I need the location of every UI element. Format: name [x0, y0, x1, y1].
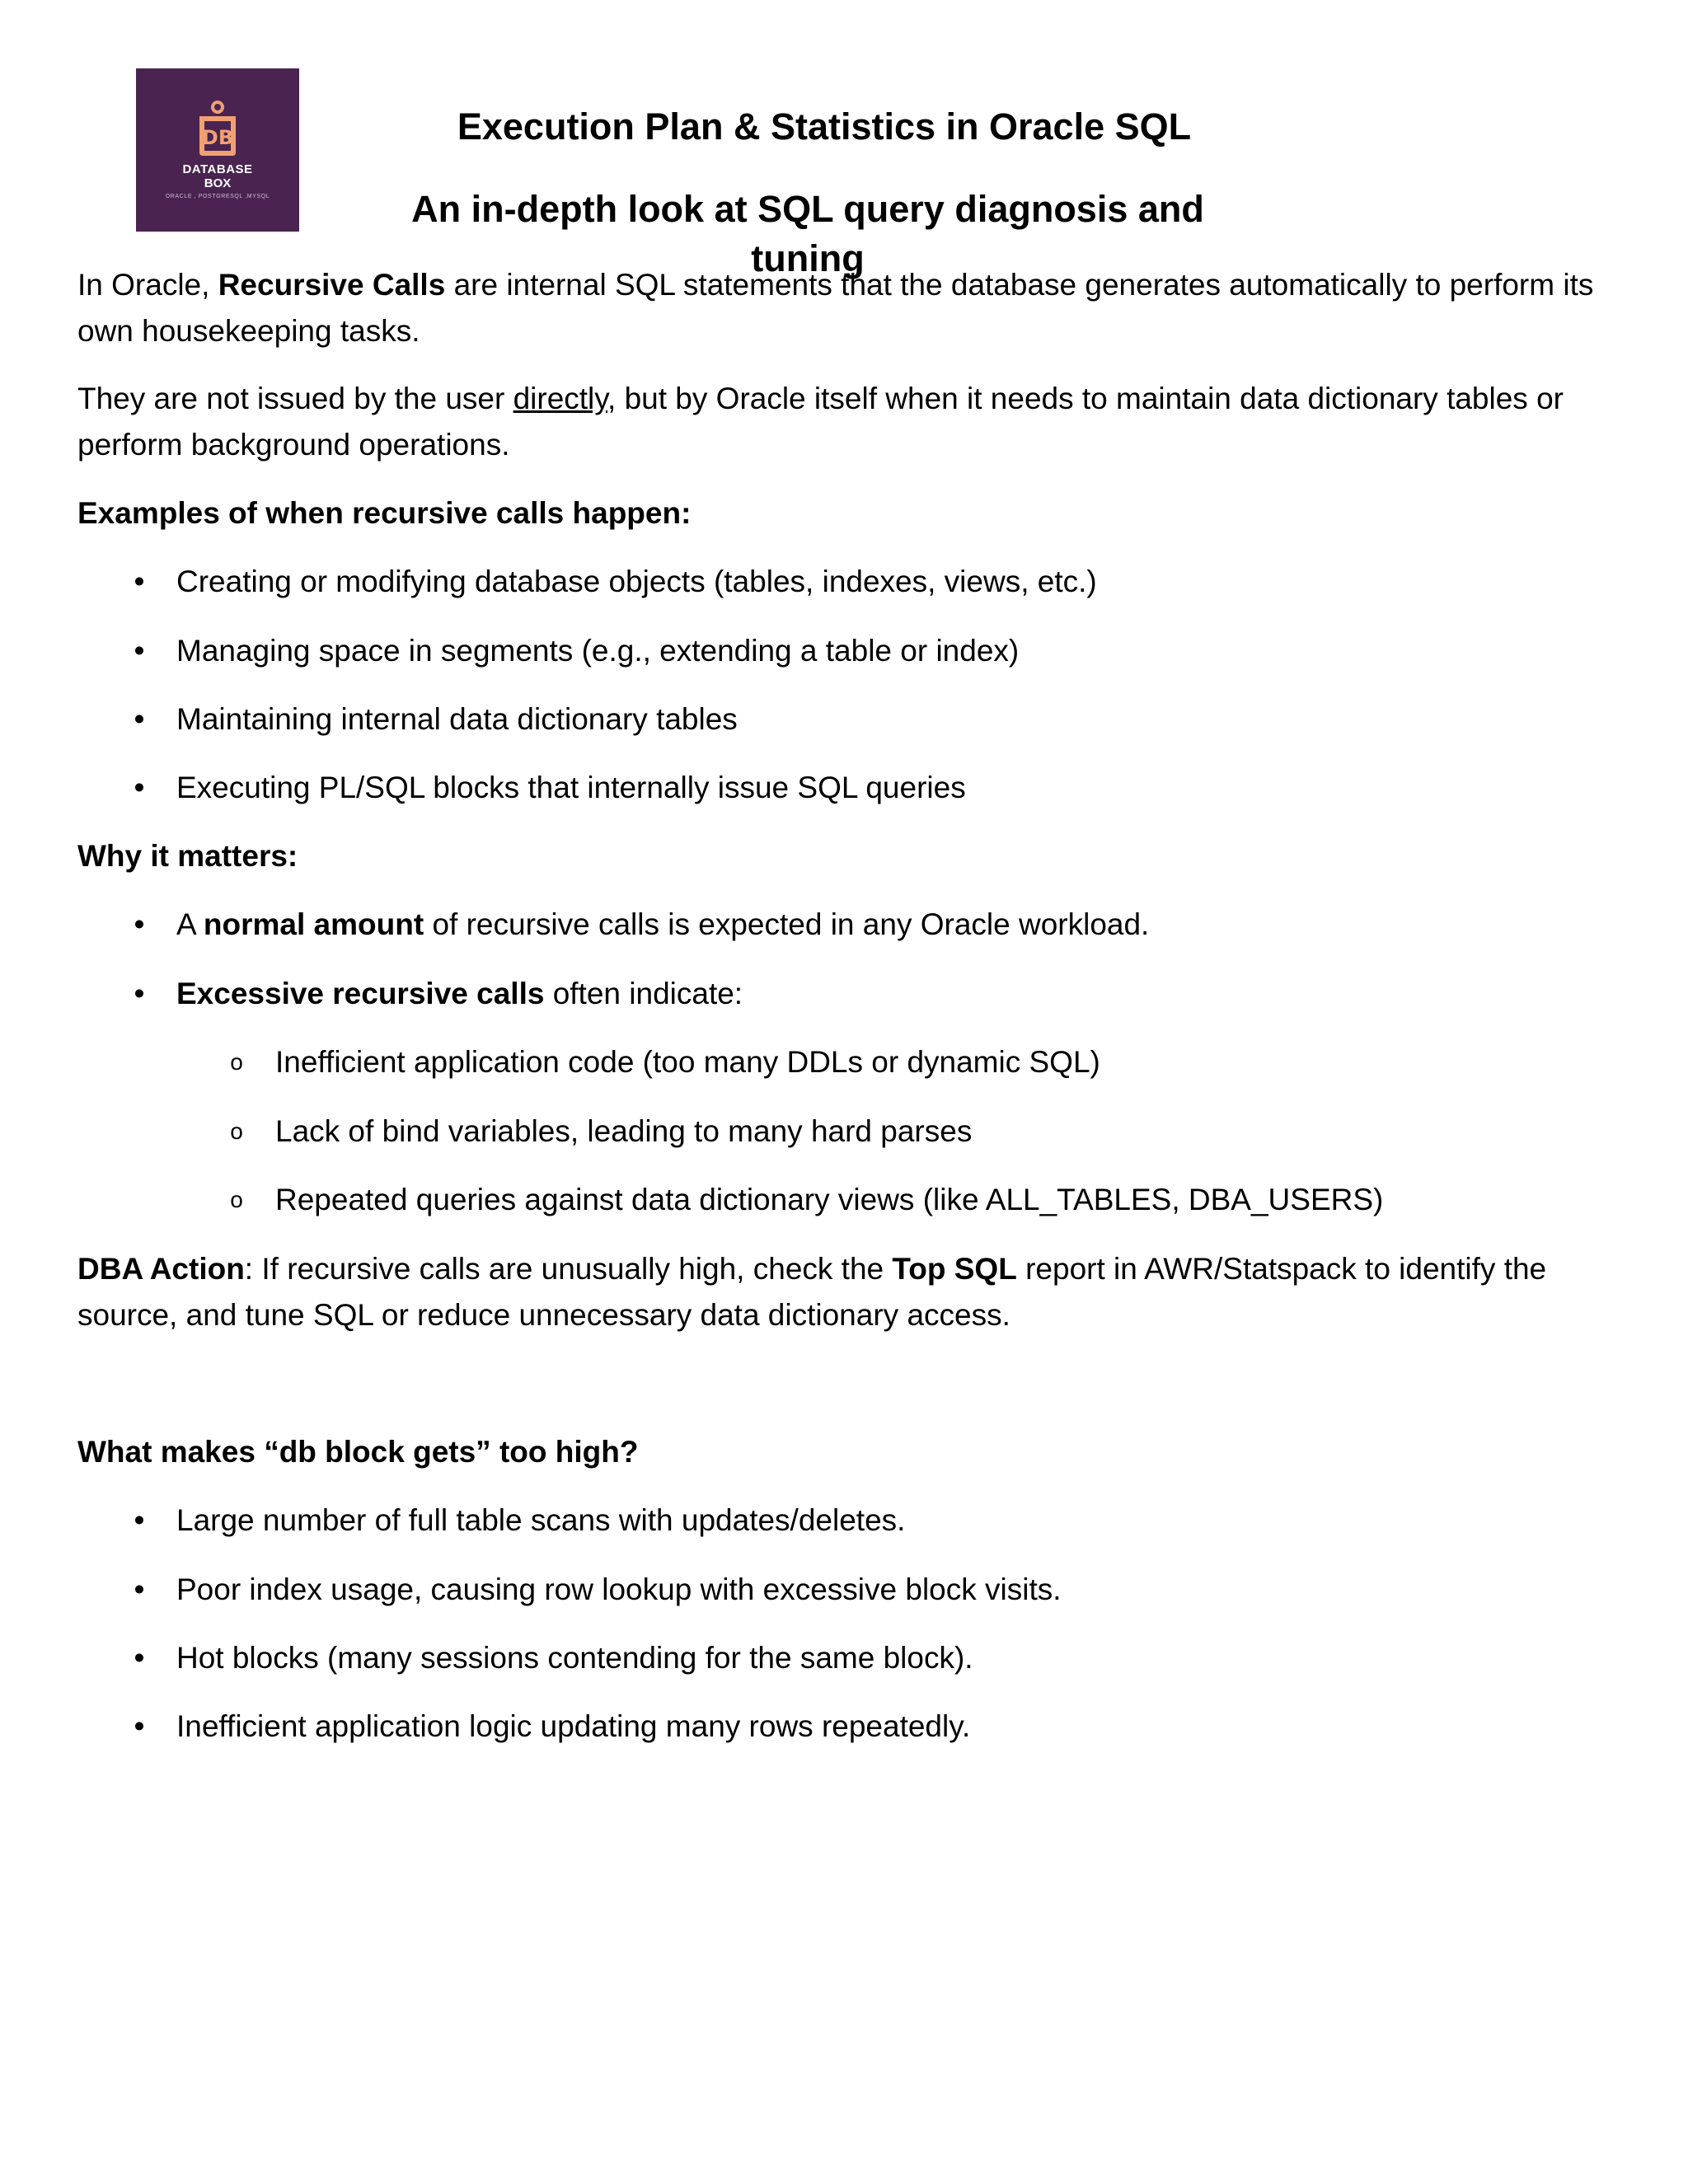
bullet-icon: •: [134, 1641, 145, 1675]
db-block-heading: What makes “db block gets” too high?: [77, 1435, 639, 1469]
underlined-directly: directly: [513, 382, 608, 415]
intro-paragraph-2: They are not issued by the user directly, but by Oracle itself when it needs to maintain data dictionary tables or perform background operations.: [77, 382, 1564, 462]
bullet-icon: •: [134, 634, 145, 668]
database-box-logo: [136, 68, 299, 232]
bullet-icon: •: [134, 907, 145, 941]
bullet-icon: •: [134, 1503, 145, 1537]
bullet-icon: •: [134, 565, 145, 598]
circle-bullet-icon: o: [230, 1187, 243, 1212]
logo-text-line1: DATABASE: [182, 162, 253, 176]
intro-paragraph-1: In Oracle, Recursive Calls are internal SQL statements that the database generates automatically to perform its own housekeeping tasks.: [77, 268, 1594, 348]
logo-monogram: DB: [201, 126, 234, 149]
bullet-icon: •: [134, 771, 145, 804]
db-tag-icon: [193, 100, 242, 159]
dba-action-paragraph: DBA Action: If recursive calls are unusually high, check the Top SQL report in AWR/Statspack to identify the source, and tune SQL or reduce unnecessary data dictionary access.: [77, 1252, 1547, 1332]
circle-bullet-icon: o: [230, 1049, 243, 1075]
logo-tagline: ORACLE , POSTGRESQL ,MYSQL: [165, 194, 270, 199]
bullet-icon: •: [134, 977, 145, 1010]
why-heading: Why it matters:: [77, 839, 298, 873]
examples-heading: Examples of when recursive calls happen:: [77, 496, 692, 530]
term-recursive-calls: Recursive Calls: [218, 268, 446, 302]
document-page: DB DATABASE BOX ORACLE , POSTGRESQL ,MYSQL Execution Plan & Statistics in Oracle SQL An in-depth look at SQL query diagnosis and tuning In Oracle, Recursive Calls are internal SQL statements that the database generates automatically to perform its own housekeeping tasks. They are not issued by the user directly, but by Oracle itself when it needs to maintain data dictionary tables or perform background operations. Examples of when recursive calls happen: • Creating or modifying database objects (tables, indexes, views, etc.) • Managing space in segments (e.g., extending a table or index) • Maintaining internal data dictionary tables • Executing PL/SQL blocks that internally issue SQL queries Why it matters: • A normal amount of recursive calls is expected in any Oracle workload. • Excessive recursive calls often indicate: o Inefficient application code (too many DDLs or dynamic SQL) o Lack of bind variables, leading to many hard parses o Repeated queries against data dictionary views (like ALL_TABLES, DBA_USERS) DBA Action: If recursive calls are unusually high, check the Top SQL report in AWR/Statspack to identify the source, and tune SQL or reduce unnecessary data dictionary access. What makes “db block gets” too high? • Large number of full table scans with updates/deletes. • Poor index usage, causing row lookup with excessive block visits. • Hot blocks (many sessions contending for the same block). • Inefficient application logic updating many rows repeatedly.: [0, 0, 1688, 2184]
bullet-icon: •: [134, 1572, 145, 1606]
logo-text-line2: BOX: [204, 176, 232, 190]
page-title: Execution Plan & Statistics in Oracle SQL: [457, 105, 1192, 148]
bullet-icon: •: [134, 702, 145, 736]
bullet-icon: •: [134, 1709, 145, 1743]
circle-bullet-icon: o: [230, 1118, 243, 1144]
page-subtitle: An in-depth look at SQL query diagnosis and tuning: [411, 188, 1204, 279]
